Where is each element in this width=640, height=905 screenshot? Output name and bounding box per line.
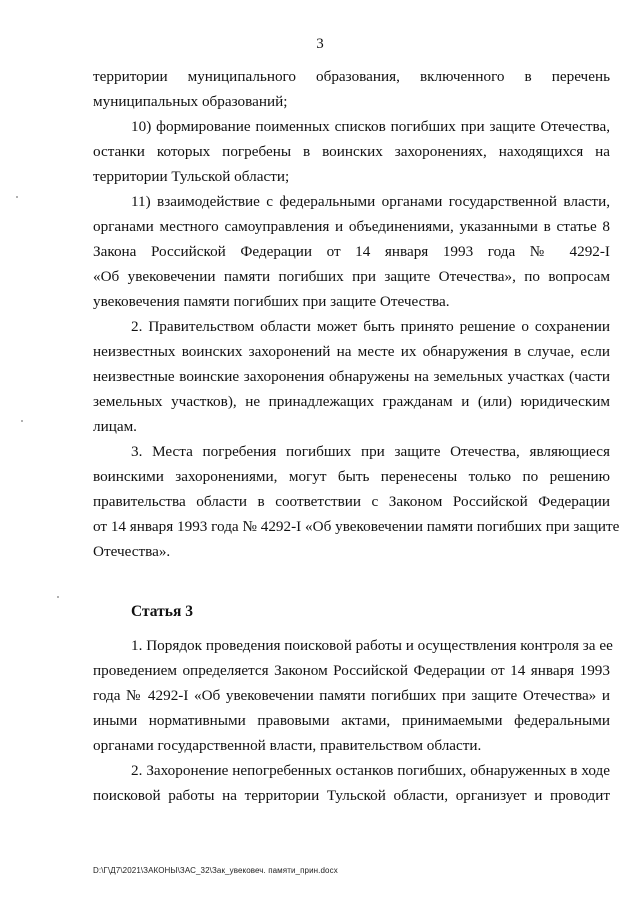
text-line: увековечения памяти погибших при защите Отечества. bbox=[93, 293, 450, 310]
text-line: неизвестных воинских захоронений на месте их обнаружения в случае, если bbox=[93, 343, 610, 360]
text-line: лицам. bbox=[93, 418, 137, 435]
text-line: иными нормативными правовыми актами, принимаемыми федеральными bbox=[93, 712, 610, 729]
text-line: 1. Порядок проведения поисковой работы и осуществления контроля за ее bbox=[131, 637, 613, 654]
text-line: неизвестные воинские захоронения обнаружены на земельных участках (части bbox=[93, 368, 610, 385]
text-line: 3. Места погребения погибших при защите Отечества, являющиеся bbox=[131, 443, 610, 460]
body-text-top bbox=[93, 64, 620, 564]
text-line: проведением определяется Законом Российской Федерации от 14 января 1993 bbox=[93, 662, 610, 679]
text-line: органами государственной власти, правительством области. bbox=[93, 737, 482, 754]
text-line: поисковой работы на территории Тульской области, организует и проводит bbox=[93, 787, 610, 804]
text-line: Закона Российской Федерации от 14 января 1993 года № 4292-I bbox=[93, 243, 610, 260]
scan-speck bbox=[16, 196, 18, 198]
text-line: 11) взаимодействие с федеральными органами государственной власти, bbox=[131, 193, 610, 210]
text-line: останки которых погребены в воинских захоронениях, находящихся на bbox=[93, 143, 610, 160]
text-line: Отечества». bbox=[93, 543, 171, 560]
text-line: 10) формирование поименных списков погибших при защите Отечества, bbox=[131, 118, 610, 135]
text-line: органами местного самоуправления и объединениями, указанными в статье 8 bbox=[93, 218, 610, 235]
file-path-footer: D:\Г\Д7\2021\ЗАКОНЫ\ЗАС_32\Зак_увековеч. памяти_прин.docx bbox=[93, 866, 338, 875]
text-line: 2. Захоронение непогребенных останков погибших, обнаруженных в ходе bbox=[131, 762, 610, 779]
text-line: муниципальных образований; bbox=[93, 93, 288, 110]
text-line: территории Тульской области; bbox=[93, 168, 290, 185]
scan-speck bbox=[57, 596, 59, 598]
article-heading: Статья 3 bbox=[131, 603, 193, 620]
text-line: от 14 января 1993 года № 4292-I «Об увековечении памяти погибших при защите bbox=[93, 518, 620, 535]
page-number: 3 bbox=[316, 36, 324, 52]
text-line: воинскими захоронениями, могут быть перенесены только по решению bbox=[93, 468, 610, 485]
text-line: 2. Правительством области может быть принято решение о сохранении bbox=[131, 318, 610, 335]
scan-speck bbox=[21, 420, 23, 422]
text-line: территории муниципального образования, включенного в перечень bbox=[93, 68, 610, 85]
body-text-bottom bbox=[93, 633, 613, 808]
text-line: правительства области в соответствии с Законом Российской Федерации bbox=[93, 493, 610, 510]
text-line: земельных участков), не принадлежащих гражданам и (или) юридическим bbox=[93, 393, 610, 410]
text-line: «Об увековечении памяти погибших при защите Отечества», по вопросам bbox=[93, 268, 610, 285]
text-line: года № 4292-I «Об увековечении памяти погибших при защите Отечества» и bbox=[93, 687, 610, 704]
